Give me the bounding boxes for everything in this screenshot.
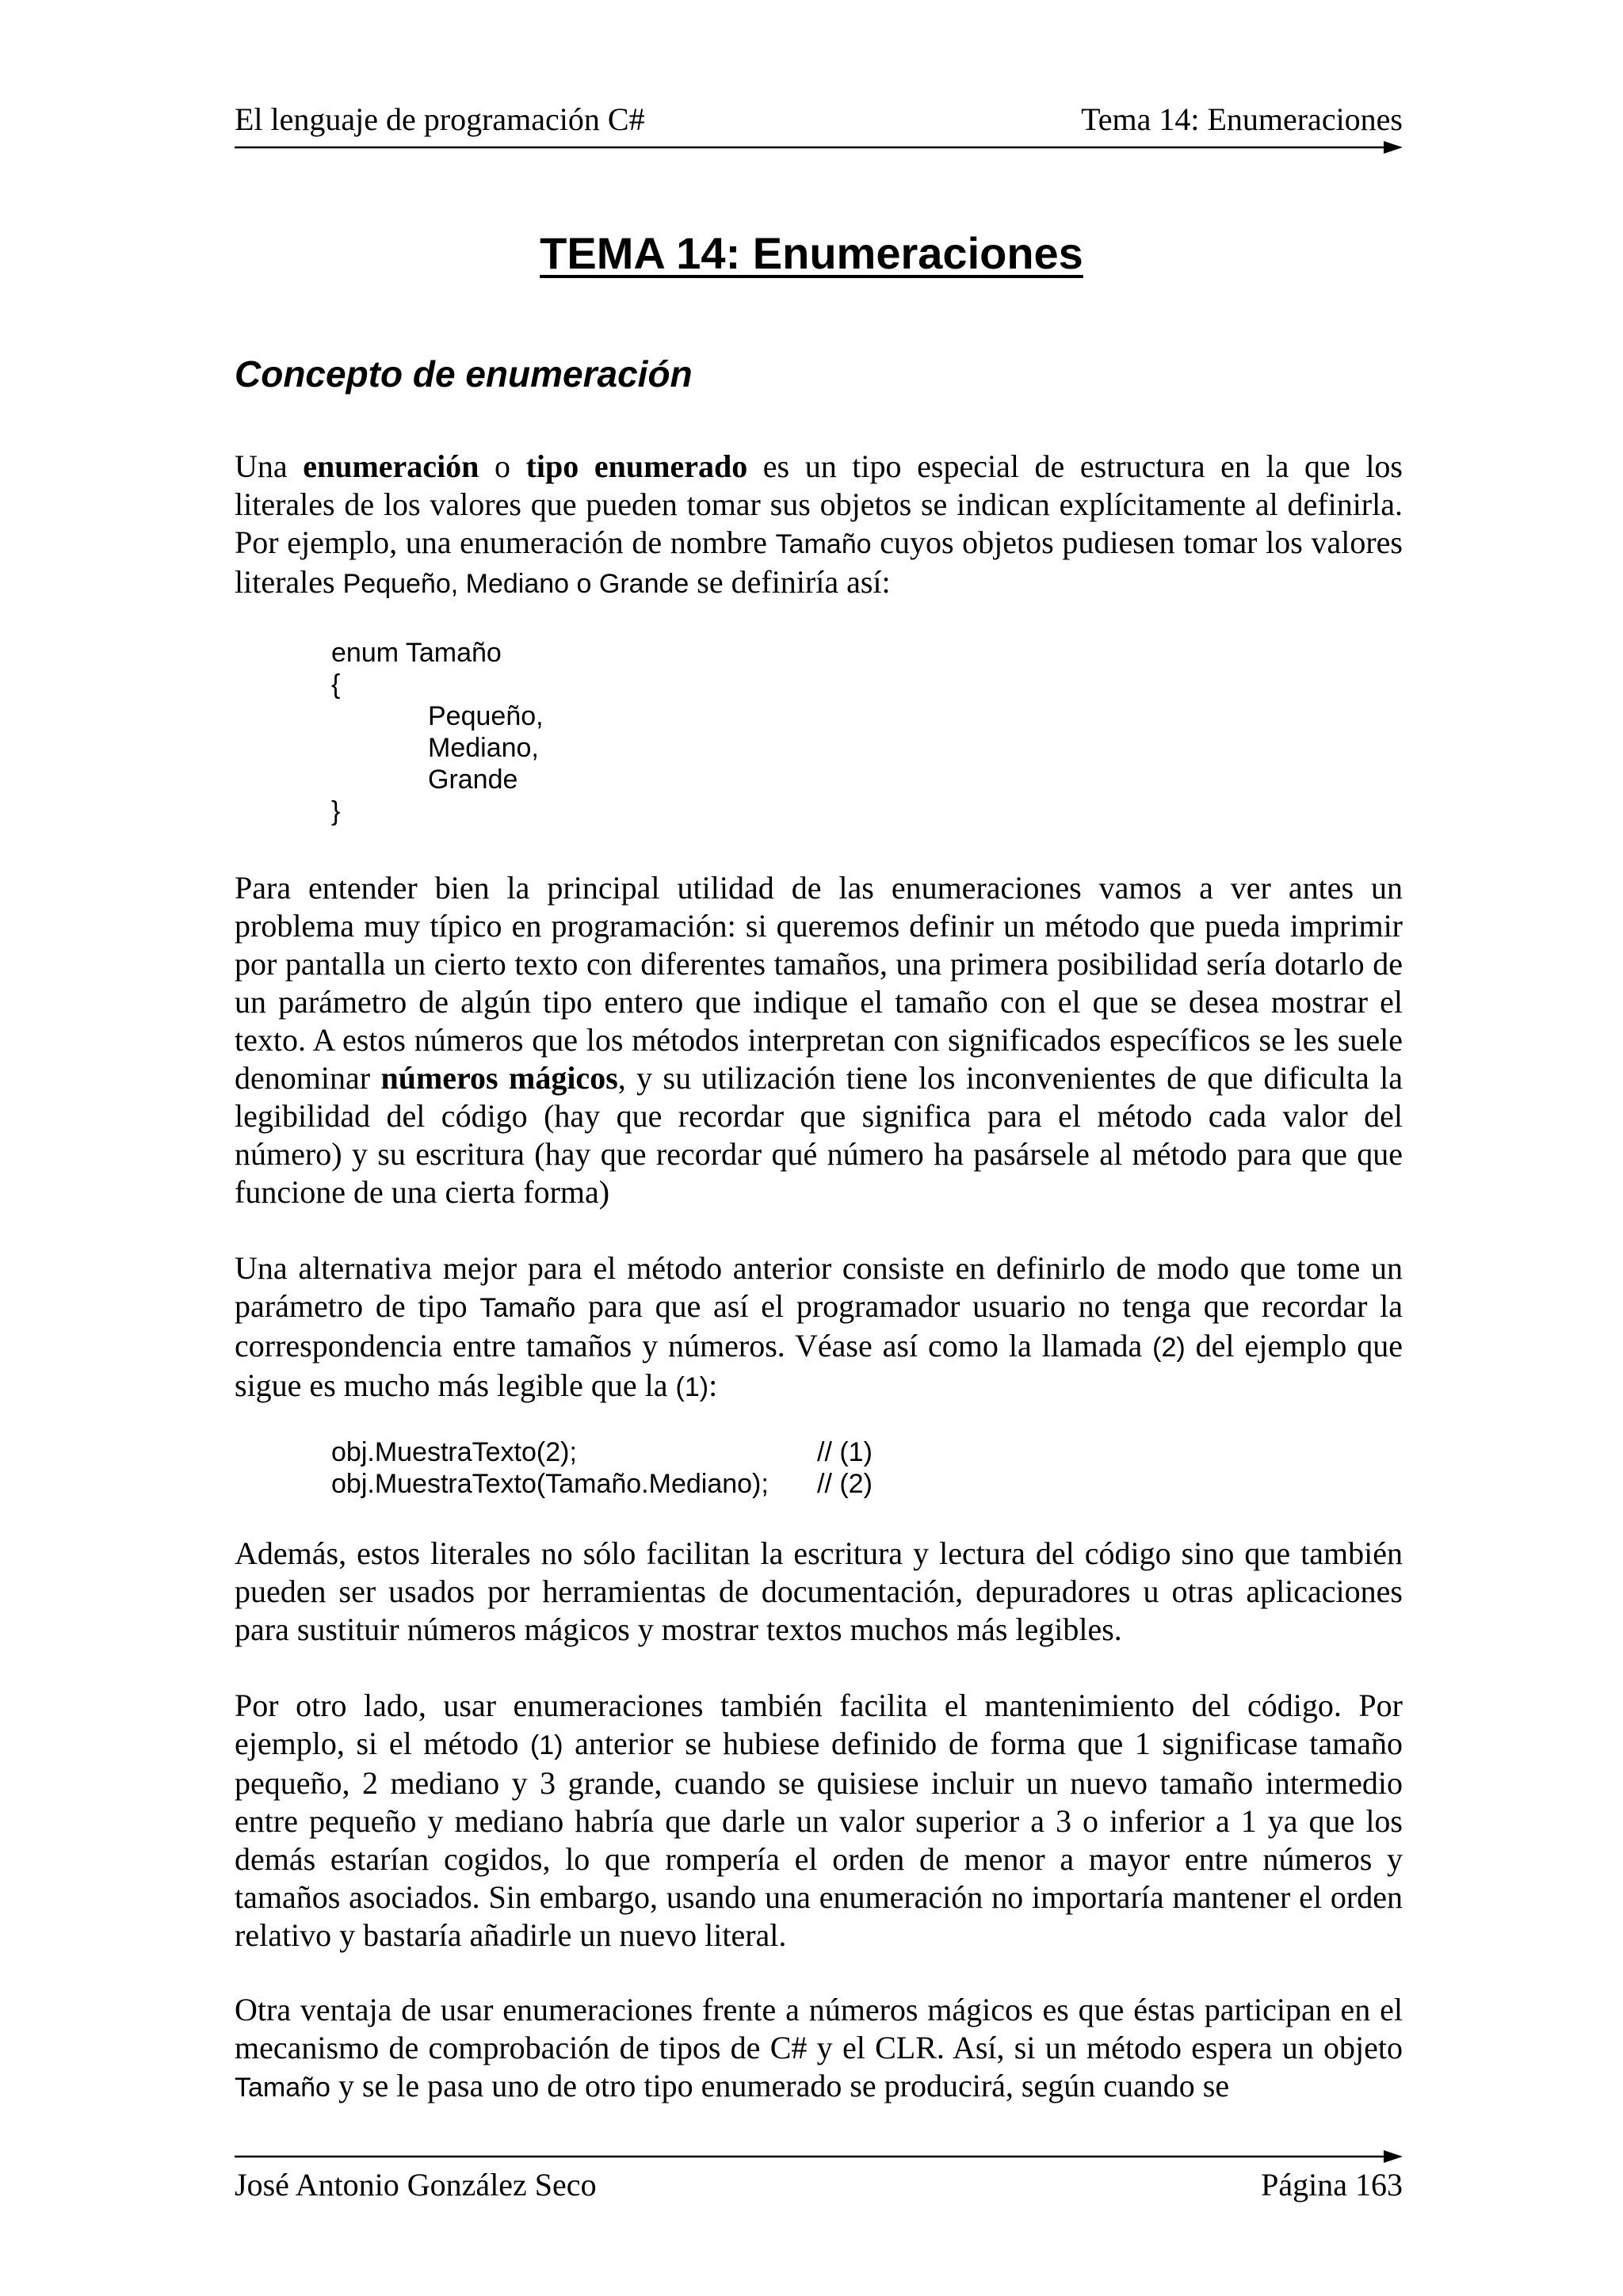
paragraph-alternative: Una alternativa mejor para el método anterior consiste en definirlo de modo que tome un parámetro de tipo Tamaño para que así el programador usuario no tenga que recordar la correspondencia entre tamaños y números. Véase así como la llamada (2) del ejemplo que sigue es mucho más legible que la (1): — [235, 1250, 1403, 1403]
code-line: Pequeño, — [428, 701, 544, 731]
code-call-line: obj.MuestraTexto(2); — [331, 1437, 577, 1467]
code-call-line: obj.MuestraTexto(Tamaño.Mediano); — [331, 1469, 769, 1499]
header-chapter-title: Tema 14: Enumeraciones — [1081, 101, 1403, 137]
page-footer — [235, 2166, 1403, 2204]
code-line: Grande — [428, 765, 518, 795]
footer-author: José Antonio González Seco — [235, 2167, 597, 2203]
paragraph-definition: Una enumeración o tipo enumerado es un tipo especial de estructura en la que los literales de los valores que pueden tomar sus objetos se indican explícitamente al definirla. Por ejemplo, una enumeración de nombre Tamaño cuyos objetos pudiesen tomar los valores literales Pequeño, Mediano o Grande se definiría así: — [235, 448, 1403, 600]
code-line: } — [331, 796, 341, 826]
code-comment: // (1) — [817, 1437, 873, 1467]
footer-page-number: Página 163 — [1261, 2167, 1403, 2203]
page-header — [235, 101, 1403, 139]
paragraph-magic-numbers: Para entender bien la principal utilidad de las enumeraciones vamos a ver antes un problema muy típico en programación: si queremos definir un método que pueda imprimir por pantalla un cierto texto con diferentes tamaños, una primera posibilidad sería dotarlo de un parámetro de algún tipo entero que indique el tamaño con el que se desea mostrar el texto. A estos números que los métodos interpretan con significados específicos se les suele denominar números mágicos, y su utilización tiene los inconvenientes de que dificulta la legibilidad del código (hay que recordar que significa para el método cada valor del número) y su escritura (hay que recordar qué número ha pasársele al método para que que funcione de una cierta forma) — [235, 870, 1403, 1210]
code-line: enum Tamaño — [331, 638, 502, 668]
header-book-title: El lenguaje de programación C# — [235, 101, 645, 137]
page-title: TEMA 14: Enumeraciones — [540, 228, 1083, 278]
footer-arrow-rule — [235, 2147, 1403, 2166]
paragraph-maintenance: Por otro lado, usar enumeraciones también facilita el mantenimiento del código. Por ejemplo, si el método (1) anterior se hubiese definido de forma que 1 significase tamaño pequeño, 2 mediano y 3 grande, cuando se quisiese incluir un nuevo tamaño intermedio entre pequeño y mediano habría que darle un valor superior a 3 o inferior a 1 ya que los demás estarían cogidos, lo que rompería el orden de menor a mayor entre números y tamaños asociados. Sin embargo, usando una enumeración no importaría mantener el orden relativo y bastaría añadirle un nuevo literal. — [235, 1688, 1403, 1953]
header-arrow-rule — [235, 138, 1403, 157]
code-line: Mediano, — [428, 733, 539, 763]
paragraph-type-checking: Otra ventaja de usar enumeraciones frente a números mágicos es que éstas participan en el mecanismo de comprobación de tipos de C# y el CLR. Así, si un método espera un objeto Tamaño y se le pasa uno de otro tipo enumerado se producirá, según cuando se — [235, 1992, 1403, 2103]
section-heading: Concepto de enumeración — [235, 353, 693, 395]
code-line: { — [331, 669, 341, 700]
paragraph-tools: Además, estos literales no sólo facilitan la escritura y lectura del código sino que también pueden ser usados por herramientas de documentación, depuradores u otras aplicaciones para sustituir números mágicos y mostrar textos muchos más legibles. — [235, 1535, 1403, 1647]
code-comment: // (2) — [817, 1469, 873, 1499]
